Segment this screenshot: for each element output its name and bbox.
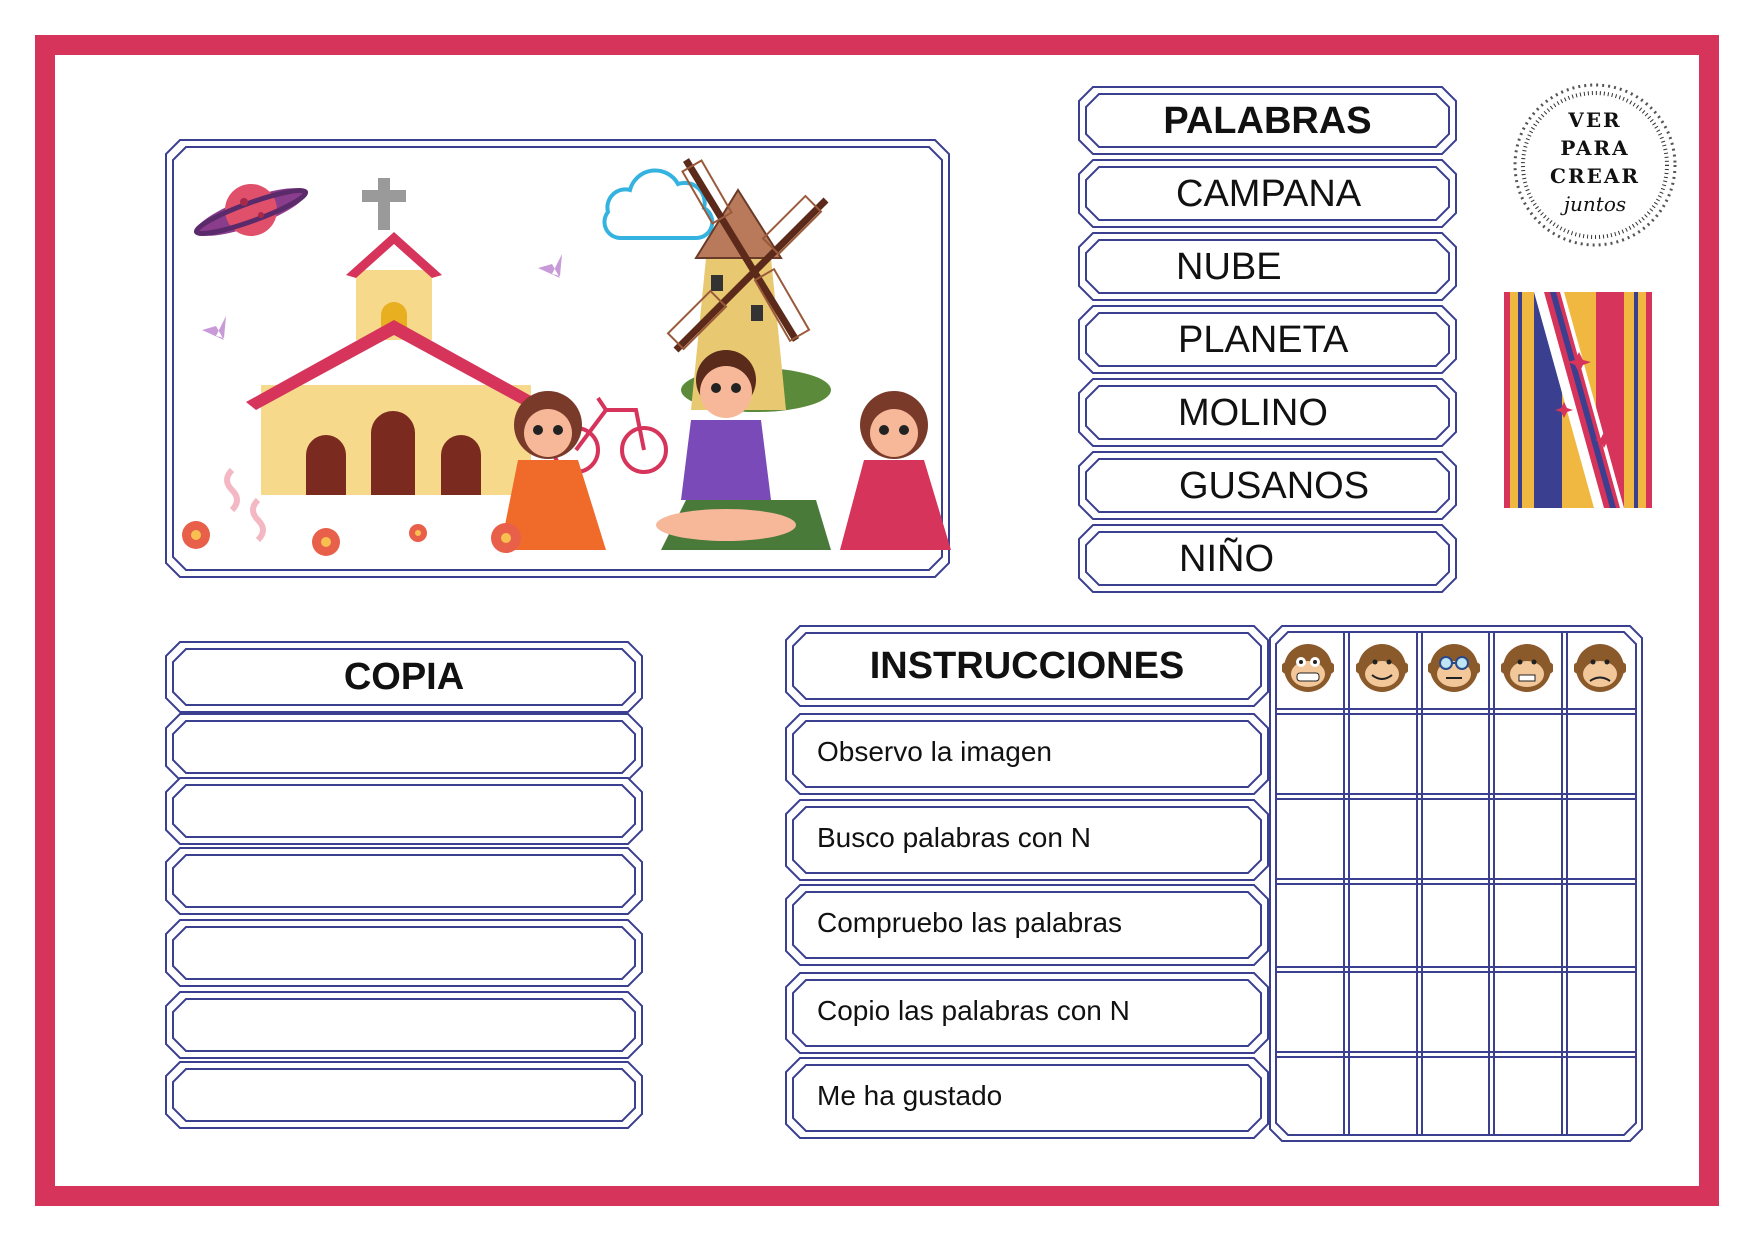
logo-text: PARA bbox=[1560, 136, 1630, 160]
instruction-row bbox=[786, 973, 1268, 1053]
word-label: MOLINO bbox=[1178, 392, 1328, 434]
copy-line[interactable] bbox=[166, 778, 642, 844]
copy-line[interactable] bbox=[166, 1062, 642, 1128]
word-card bbox=[1079, 452, 1456, 519]
church-icon bbox=[246, 178, 542, 495]
planet-icon bbox=[192, 179, 311, 245]
logo-text: CREAR bbox=[1550, 164, 1640, 188]
monkey-grin-icon bbox=[1282, 642, 1334, 694]
rating-grid-lines bbox=[1270, 626, 1642, 1141]
words-title: PALABRAS bbox=[1163, 100, 1372, 142]
instruction-row bbox=[786, 800, 1268, 880]
monkey-smile-icon bbox=[1356, 642, 1408, 694]
instruction-row bbox=[786, 714, 1268, 794]
instruction-row bbox=[786, 885, 1268, 965]
instructions-header bbox=[786, 626, 1268, 706]
instruction-label: Busco palabras con N bbox=[817, 822, 1091, 853]
illustration-panel bbox=[166, 140, 949, 577]
monkey-sad-icon bbox=[1574, 642, 1626, 694]
instruction-label: Observo la imagen bbox=[817, 736, 1053, 767]
rating-grid bbox=[1270, 626, 1642, 1141]
word-card bbox=[1079, 233, 1456, 300]
copy-line[interactable] bbox=[166, 920, 642, 986]
monkey-worried-icon bbox=[1501, 642, 1553, 694]
instruction-label: Me ha gustado bbox=[817, 1080, 1003, 1111]
girl-icon bbox=[500, 391, 606, 550]
word-label: GUSANOS bbox=[1179, 465, 1370, 507]
scene-illustration bbox=[166, 140, 949, 577]
word-card bbox=[1079, 379, 1456, 446]
girl-icon bbox=[840, 391, 951, 550]
word-label: CAMPANA bbox=[1176, 173, 1362, 215]
brand-logo bbox=[1512, 82, 1678, 248]
logo-text: VER bbox=[1568, 108, 1622, 132]
word-label: NUBE bbox=[1176, 246, 1282, 288]
word-label: PLANETA bbox=[1178, 319, 1349, 361]
instruction-label: Copio las palabras con N bbox=[817, 995, 1130, 1026]
words-header bbox=[1079, 87, 1456, 154]
instructions-title: INSTRUCCIONES bbox=[869, 645, 1185, 687]
instruction-row bbox=[786, 1058, 1268, 1138]
copy-title: COPIA bbox=[343, 656, 465, 698]
instruction-label: Compruebo las palabras bbox=[817, 907, 1123, 938]
monkey-glasses-icon bbox=[1428, 642, 1480, 694]
copy-line[interactable] bbox=[166, 992, 642, 1058]
copy-header bbox=[166, 642, 642, 712]
word-card bbox=[1079, 525, 1456, 592]
copy-line[interactable] bbox=[166, 848, 642, 914]
flower-icon bbox=[182, 521, 521, 556]
worm-icon bbox=[227, 470, 263, 540]
word-label: NIÑO bbox=[1179, 538, 1274, 580]
word-card bbox=[1079, 160, 1456, 227]
letter-card bbox=[1504, 292, 1652, 508]
copy-line[interactable] bbox=[166, 714, 642, 780]
logo-text: juntos bbox=[1563, 192, 1627, 216]
word-card bbox=[1079, 306, 1456, 373]
